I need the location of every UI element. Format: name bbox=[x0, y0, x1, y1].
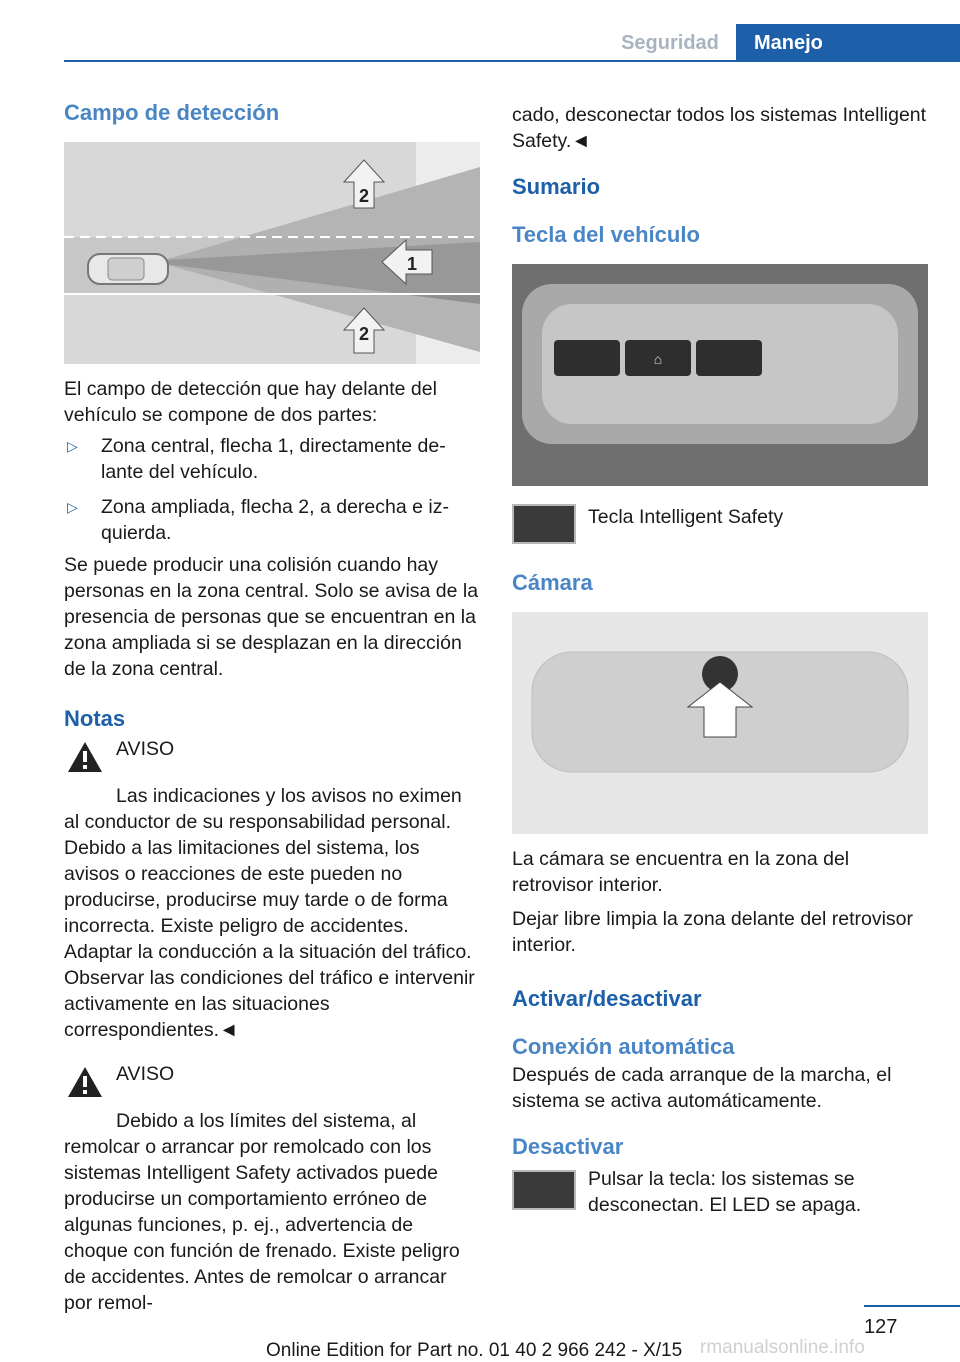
warning-triangle-icon bbox=[64, 1061, 116, 1108]
left-column bbox=[64, 98, 480, 1316]
key-legend-row bbox=[512, 504, 928, 544]
deactivate-row bbox=[512, 1166, 928, 1218]
heading-tecla-vehiculo: Tecla del vehículo bbox=[512, 222, 700, 247]
heading-sumario: Sumario bbox=[512, 174, 601, 199]
page-number: 127 bbox=[864, 1316, 898, 1338]
warning-block bbox=[64, 736, 480, 783]
heading-campo-deteccion: Campo de detección bbox=[64, 100, 280, 125]
fig-label: 2 bbox=[358, 186, 370, 206]
warning-triangle-icon bbox=[64, 736, 116, 783]
deactivate-text: Pulsar la tecla: los sistemas se desconectan. El LED se apaga. bbox=[588, 1168, 862, 1216]
vehicle-key-photo bbox=[512, 264, 928, 486]
intelligent-safety-key-icon bbox=[512, 504, 576, 544]
svg-text:⌂: ⌂ bbox=[653, 351, 663, 367]
triangle-bullet-icon: ▷ bbox=[67, 499, 78, 515]
camera-text-2: Dejar libre limpia la zona delante del retrovisor interior. bbox=[512, 908, 914, 956]
warning-text: Debido a los límites del sistema, al remolcar o arrancar por remolcado con los sistemas Intelligent Safety activados puede producirse un comportamiento erróneo de algunas funciones, p. ej., advertencia de choque con función de frenado. Existe peligro de accidentes. Antes de remolcar o arrancar por remol- bbox=[64, 1110, 460, 1314]
bullet-item: ▷ Zona central, flecha 1, directamente de- lante del vehículo. bbox=[64, 433, 480, 485]
tab-manejo[interactable]: Manejo bbox=[736, 24, 960, 62]
heading-conexion-automatica: Conexión automática bbox=[512, 1034, 735, 1059]
heading-notas: Notas bbox=[64, 706, 126, 731]
warning-text: Las indicaciones y los avisos no eximen al conductor de su responsabilidad personal. Debido a las limitaciones del sistema, los avisos o reacciones de este pueden no producirse, producirse muy tarde o de forma incorrecta. Existe peligro de accidentes. Adaptar la conducción a la situación del tráfico. Observar las condiciones del tráfico e intervenir activamente en las situaciones correspondientes.◄ bbox=[64, 785, 475, 1041]
fig-label: 1 bbox=[406, 254, 418, 274]
right-column bbox=[512, 98, 928, 1218]
tab-seguridad[interactable]: Seguridad bbox=[621, 32, 719, 54]
triangle-bullet-icon: ▷ bbox=[67, 438, 78, 454]
camera-text-1: La cámara se encuentra en la zona del retrovisor interior. bbox=[512, 848, 850, 896]
fig-label: 2 bbox=[358, 324, 370, 344]
footer-rule bbox=[864, 1305, 960, 1307]
key-label: Tecla Intelligent Safety bbox=[588, 506, 784, 528]
warning-title: AVISO bbox=[116, 738, 175, 760]
warning-title: AVISO bbox=[116, 1063, 175, 1085]
intelligent-safety-key-icon bbox=[512, 1170, 576, 1210]
car-icon bbox=[88, 254, 168, 284]
continuation-text: cado, desconectar todos los sistemas Intelligent Safety.◄ bbox=[512, 104, 927, 152]
auto-text: Después de cada arranque de la marcha, el sistema se activa automáticamente. bbox=[512, 1064, 892, 1112]
detection-field-figure bbox=[64, 142, 480, 364]
bullet-item: ▷ Zona ampliada, flecha 2, a derecha e iz- quierda. bbox=[64, 494, 480, 546]
camera-location-photo bbox=[512, 612, 928, 834]
edition-line: Online Edition for Part no. 01 40 2 966 242 - X/15 bbox=[266, 1340, 683, 1361]
heading-camara: Cámara bbox=[512, 570, 593, 595]
intro-text: El campo de detección que hay delante del vehículo se compone de dos partes: bbox=[64, 378, 437, 426]
collision-paragraph: Se puede producir una colisión cuando hay personas en la zona central. Solo se avisa de la presencia de personas que se encuentran en la zona ampliada si se desplazan en la dirección de la zona central. bbox=[64, 554, 479, 680]
heading-activar-desactivar: Activar/desactivar bbox=[512, 986, 702, 1011]
heading-desactivar: Desactivar bbox=[512, 1134, 624, 1159]
watermark-text: rmanualsonline.info bbox=[700, 1337, 865, 1358]
warning-block bbox=[64, 1061, 480, 1108]
